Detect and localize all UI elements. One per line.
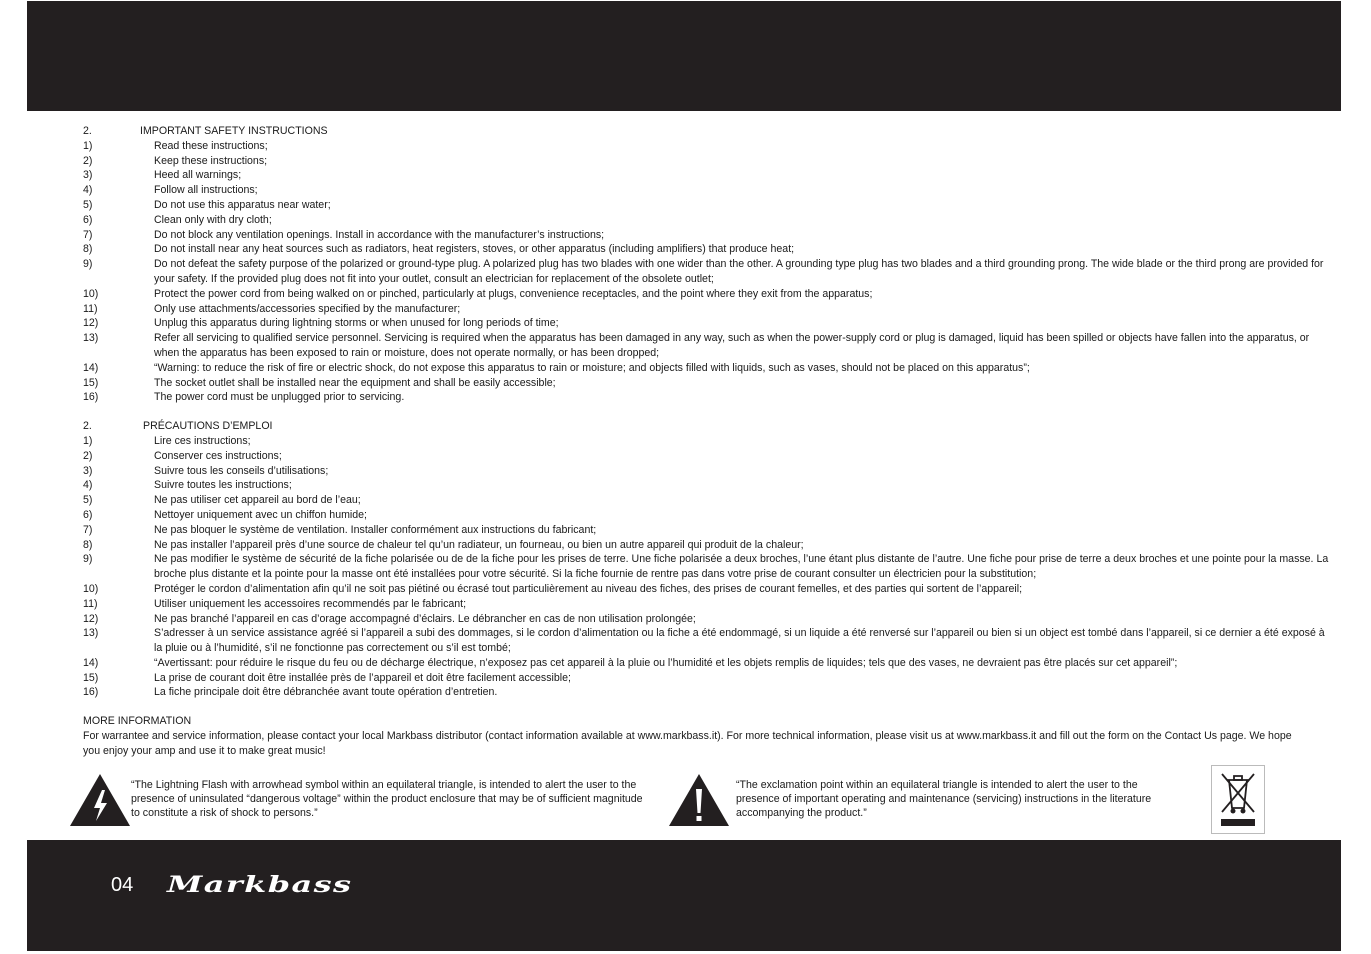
item-text: Suivre toutes les instructions; bbox=[154, 479, 292, 492]
item-text: Ne pas modifier le système de sécurité de la fiche polarisée ou de de la fiche pour les prises de terre. Une fiche polarisée a deux broches, l’une étant plus distante de l’autre. Une fiche pour prise de terre a deux broches et une pointe pour la masse. La broche plus distante et la pointe pour la masse ont été installées pour votre sécurité. Si la fiche fournie de rentre pas dans votre prise de courant consulter un électricien pour la substitution; bbox=[154, 553, 1329, 581]
list-item bbox=[83, 361, 1333, 376]
item-number: 10) bbox=[83, 582, 99, 595]
section-title: PRÉCAUTIONS D’EMPLOI bbox=[143, 420, 273, 433]
list-item bbox=[83, 183, 1333, 198]
list-item bbox=[83, 316, 1333, 331]
item-number: 16) bbox=[83, 686, 99, 699]
item-text: Lire ces instructions; bbox=[154, 434, 251, 447]
markbass-logo: Markbass bbox=[167, 872, 353, 898]
list-item bbox=[83, 139, 1333, 154]
list-item bbox=[83, 331, 1333, 361]
list-item bbox=[83, 523, 1333, 538]
item-text: Only use attachments/accessories specified by the manufacturer; bbox=[154, 302, 461, 315]
item-text: Do not defeat the safety purpose of the polarized or ground-type plug. A polarized plug has two blades with one wider than the other. A grounding type plug has two blades and a third grounding prong. The wide blade or the third prong are provided for your safety. If the provided plug does not fit into your outlet, consult an electrician for replacement of the obsolete outlet; bbox=[154, 258, 1324, 285]
instructions-content bbox=[83, 124, 1333, 759]
list-item bbox=[83, 390, 1333, 405]
list-item bbox=[83, 552, 1333, 582]
item-text: “Avertissant: pour réduire le risque du feu ou de décharge électrique, n’exposez pas cet appareil à la pluie ou l’humidité et les objets remplis de liquides; tels que des vases, ne devraient pas être placés sur cet appareil”; bbox=[154, 656, 1178, 669]
item-text: Unplug this apparatus during lightning storms or when unused for long periods of time; bbox=[154, 317, 559, 330]
safety-fr-list bbox=[83, 434, 1333, 700]
item-number: 2) bbox=[83, 154, 93, 167]
item-text: S’adresser à un service assistance agréé si l’appareil a subi des dommages, si le cordon d’alimentation ou la fiche a été endommagé, si un liquide a été renversé sur l’appareil ou bien si un object est tombé dans l’appareil, si ce dernier a été exposé à la pluie ou à l’humidité, s’il ne fonctionne pas correctement ou s’il est tombé; bbox=[154, 627, 1325, 655]
item-number: 14) bbox=[83, 361, 99, 374]
list-item bbox=[83, 257, 1333, 287]
list-item bbox=[83, 154, 1333, 169]
item-text: La fiche principale doit être débranchée avant toute opération d’entretien. bbox=[154, 686, 498, 699]
item-number: 3) bbox=[83, 464, 93, 477]
lightning-notice-text: “The Lightning Flash with arrowhead symbol within an equilateral triangle, is intended to alert the user to the presence of uninsulated “dangerous voltage” within the product enclosure that may be of sufficient magnitude to constitute a risk of shock to persons.” bbox=[131, 779, 643, 819]
item-number: 13) bbox=[83, 627, 99, 640]
item-number: 1) bbox=[83, 139, 93, 152]
list-item bbox=[83, 242, 1333, 257]
list-item bbox=[83, 198, 1333, 213]
list-item bbox=[83, 168, 1333, 183]
item-number: 10) bbox=[83, 287, 99, 300]
item-text: Ne pas bloquer le système de ventilation. Installer conformément aux instructions du fabricant; bbox=[154, 523, 597, 536]
item-text: Ne pas branché l’appareil en cas d’orage accompagné d’éclairs. Le débrancher en cas de non utilisation prolongée; bbox=[154, 612, 696, 625]
item-number: 6) bbox=[83, 213, 93, 226]
list-item bbox=[83, 464, 1333, 479]
exclamation-warning-icon bbox=[668, 773, 730, 827]
safety-en-list bbox=[83, 139, 1333, 405]
item-number: 2) bbox=[83, 449, 93, 462]
list-item bbox=[83, 376, 1333, 391]
item-number: 4) bbox=[83, 479, 93, 492]
list-item bbox=[83, 434, 1333, 449]
list-item bbox=[83, 538, 1333, 553]
item-number: 8) bbox=[83, 243, 93, 256]
list-item bbox=[83, 597, 1333, 612]
list-item bbox=[83, 685, 1333, 700]
item-number: 4) bbox=[83, 184, 93, 197]
section-title: IMPORTANT SAFETY INSTRUCTIONS bbox=[140, 125, 328, 137]
item-text: Read these instructions; bbox=[154, 139, 268, 152]
item-text: Protéger le cordon d’alimentation afin qu’il ne soit pas piétiné ou écrasé tout particulièrement au niveau des fiches, des prises de courant femelles, et des parties qui sortent de l’appareil; bbox=[154, 582, 1023, 595]
item-number: 11) bbox=[83, 302, 98, 315]
item-text: Refer all servicing to qualified service personnel. Servicing is required when the apparatus has been damaged in any way, such as when the power-supply cord or plug is damaged, liquid has been spilled or objects have fallen into the apparatus, or when the apparatus has been exposed to rain or moisture, does not operate normally, or has been dropped; bbox=[154, 332, 1310, 359]
list-item bbox=[83, 302, 1333, 317]
item-number: 15) bbox=[83, 376, 99, 389]
header-band bbox=[27, 1, 1341, 111]
list-item bbox=[83, 582, 1333, 597]
item-text: Heed all warnings; bbox=[154, 169, 242, 182]
item-number: 3) bbox=[83, 169, 93, 182]
item-text: Keep these instructions; bbox=[154, 154, 268, 167]
item-text: Ne pas utiliser cet appareil au bord de l’eau; bbox=[154, 494, 361, 507]
item-text: Do not use this apparatus near water; bbox=[154, 198, 331, 211]
item-text: “Warning: to reduce the risk of fire or electric shock, do not expose this apparatus to rain or moisture; and objects filled with liquids, such as vases, should not be placed on this apparatus”; bbox=[154, 361, 1030, 374]
more-info-body: For warrantee and service information, please contact your local Markbass distributor (contact information available at www.markbass.it). For more technical information, please visit us at www.markbass.it and fill out the form on the Contact Us page. We hope you enjoy your amp and use it to make great music! bbox=[83, 730, 1292, 757]
section-number: 2. bbox=[83, 125, 92, 137]
list-item bbox=[83, 508, 1333, 523]
item-text: Clean only with dry cloth; bbox=[154, 213, 272, 226]
list-item bbox=[83, 671, 1333, 686]
item-text: Conserver ces instructions; bbox=[154, 449, 282, 462]
item-number: 16) bbox=[83, 391, 99, 404]
item-number: 7) bbox=[83, 228, 93, 241]
more-info-title: MORE INFORMATION bbox=[83, 715, 192, 728]
item-text: The power cord must be unplugged prior to servicing. bbox=[154, 391, 405, 404]
item-text: The socket outlet shall be installed near the equipment and shall be easily accessible; bbox=[154, 376, 556, 389]
list-item bbox=[83, 287, 1333, 302]
item-number: 5) bbox=[83, 494, 93, 507]
item-number: 15) bbox=[83, 671, 99, 684]
item-number: 5) bbox=[83, 198, 93, 211]
list-item bbox=[83, 493, 1333, 508]
item-text: Follow all instructions; bbox=[154, 184, 258, 197]
item-text: Do not block any ventilation openings. Install in accordance with the manufacturer’s instructions; bbox=[154, 228, 605, 241]
item-text: La prise de courant doit être installée près de l’appareil et doit être facilement accessible; bbox=[154, 671, 571, 684]
exclamation-notice-text: “The exclamation point within an equilateral triangle is intended to alert the user to the presence of important operating and maintenance (servicing) instructions in the literature accompanying the product.” bbox=[736, 779, 1152, 819]
item-text: Protect the power cord from being walked on or pinched, particularly at plugs, convenience receptacles, and the point where they exit from the apparatus; bbox=[154, 287, 873, 300]
item-number: 12) bbox=[83, 317, 99, 330]
list-item bbox=[83, 449, 1333, 464]
section-number: 2. bbox=[83, 420, 92, 433]
item-text: Ne pas installer l’appareil près d’une source de chaleur tel qu’un radiateur, un fourneau, ou bien un autre appareil qui produit de la chaleur; bbox=[154, 538, 804, 551]
list-item bbox=[83, 626, 1333, 656]
list-item bbox=[83, 656, 1333, 671]
item-number: 1) bbox=[83, 434, 93, 447]
weee-crossed-bin-icon bbox=[1211, 765, 1265, 834]
list-item bbox=[83, 228, 1333, 243]
list-item bbox=[83, 612, 1333, 627]
item-text: Nettoyer uniquement avec un chiffon humide; bbox=[154, 508, 367, 521]
item-number: 13) bbox=[83, 332, 99, 345]
lightning-warning-icon bbox=[69, 773, 131, 827]
item-number: 9) bbox=[83, 258, 93, 271]
item-number: 12) bbox=[83, 612, 99, 625]
item-number: 8) bbox=[83, 538, 93, 551]
item-number: 7) bbox=[83, 523, 93, 536]
item-number: 9) bbox=[83, 553, 93, 566]
warning-notices bbox=[69, 769, 1269, 835]
safety-fr-heading bbox=[83, 419, 1333, 434]
item-text: Suivre tous les conseils d’utilisations; bbox=[154, 464, 329, 477]
safety-en-heading bbox=[83, 124, 1333, 139]
page-number: 04 bbox=[111, 874, 134, 896]
item-number: 11) bbox=[83, 597, 98, 610]
item-text: Utiliser uniquement les accessoires recommendés par le fabricant; bbox=[154, 597, 467, 610]
list-item bbox=[83, 478, 1333, 493]
item-text: Do not install near any heat sources such as radiators, heat registers, stoves, or other apparatus (including amplifiers) that produce heat; bbox=[154, 243, 795, 256]
item-number: 6) bbox=[83, 508, 93, 521]
item-number: 14) bbox=[83, 656, 99, 669]
list-item bbox=[83, 213, 1333, 228]
